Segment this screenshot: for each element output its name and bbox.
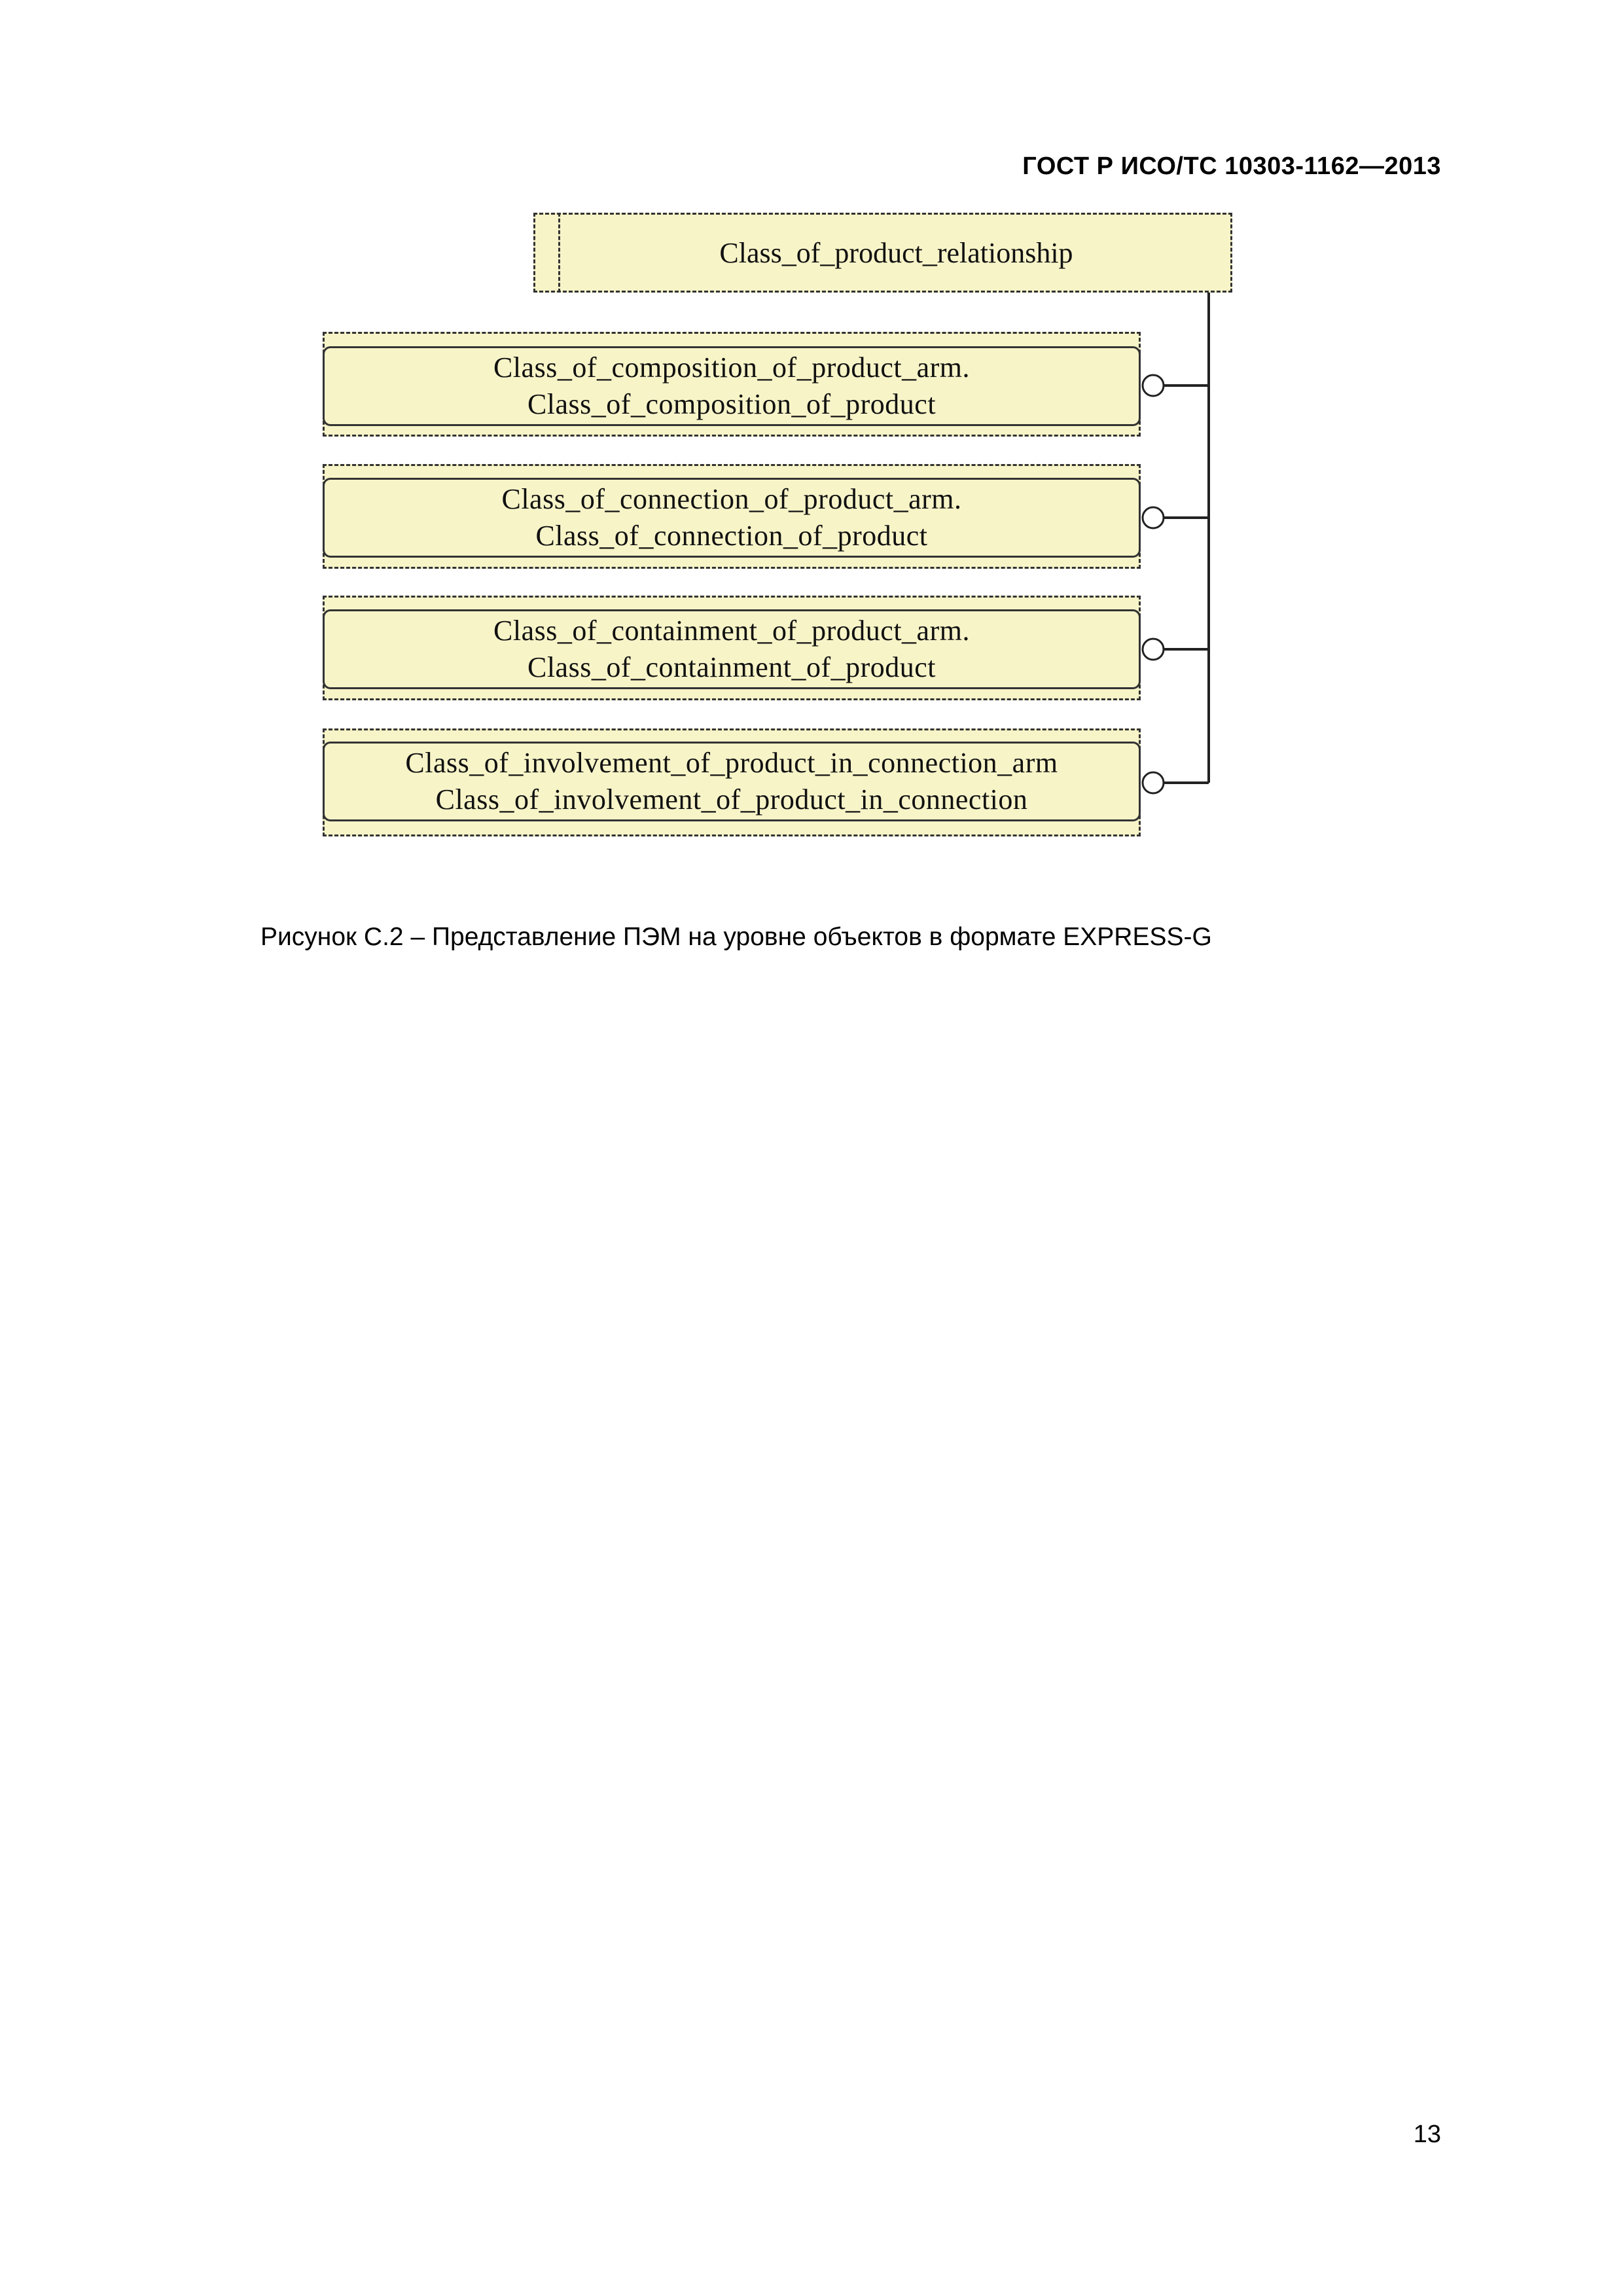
subtype-circle	[1143, 639, 1164, 660]
page-number: 13	[1413, 2121, 1441, 2148]
subtype-label-line2: Class_of_composition_of_product	[527, 388, 936, 420]
subtype-label-line1: Class_of_involvement_of_product_in_connection_arm	[405, 747, 1058, 779]
branch-containment	[1143, 639, 1209, 660]
document-header: ГОСТ Р ИСО/ТС 10303-1162—2013	[1022, 152, 1441, 180]
subtype-circle	[1143, 772, 1164, 793]
subtype-circle	[1143, 375, 1164, 396]
subtype-label-line2: Class_of_connection_of_product	[535, 520, 928, 552]
express-g-diagram	[0, 0, 1623, 851]
subtype-label-line1: Class_of_containment_of_product_arm.	[493, 615, 970, 647]
subtype-circle	[1143, 507, 1164, 528]
subtype-label-line1: Class_of_connection_of_product_arm.	[501, 483, 962, 515]
supertype-label: Class_of_product_relationship	[719, 236, 1073, 269]
figure-caption: Рисунок С.2 – Представление ПЭМ на уровне объектов в формате EXPRESS-G	[260, 923, 1212, 951]
subtype-label-line2: Class_of_involvement_of_product_in_connection	[435, 783, 1028, 816]
branch-connection	[1143, 507, 1209, 528]
branch-composition	[1143, 375, 1209, 396]
branch-involvement	[1143, 772, 1209, 793]
subtype-label-line1: Class_of_composition_of_product_arm.	[493, 351, 970, 384]
subtype-label-line2: Class_of_containment_of_product	[527, 651, 936, 683]
connector-lines	[0, 0, 1623, 851]
